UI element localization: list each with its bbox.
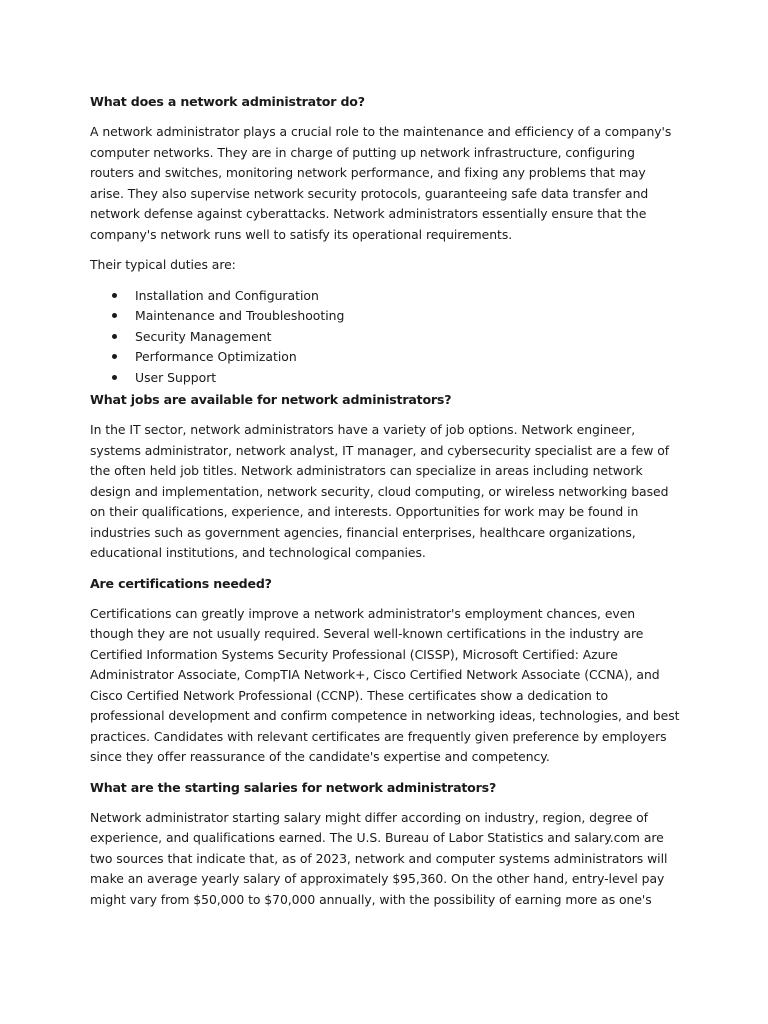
document-page [90, 92, 682, 910]
paragraph-salaries: Network administrator starting salary might differ according on industry, region, degree of experience, and qualifications earned. The U.S. Bureau of Labor Statistics and salary.com are two sources that indicate that, as of 2023, network and computer systems administrators will make an average yearly salary of approximately $95,360. On the other hand, entry-level pay might vary from $50,000 to $70,000 annually, with the possibility of earning more as one's [90, 809, 668, 907]
bullet-icon [112, 293, 117, 298]
duties-list [90, 286, 682, 389]
list-item: Performance Optimization [90, 347, 682, 368]
list-item: Security Management [90, 327, 682, 348]
section-heading-salaries: What are the starting salaries for network administrators? [90, 779, 497, 795]
list-item: Installation and Configuration [90, 286, 682, 307]
section-heading-duties: What does a network administrator do? [90, 94, 365, 109]
paragraph-duties-intro: Their typical duties are: [90, 257, 236, 272]
bullet-icon [112, 354, 117, 359]
paragraph-certifications: Certifications can greatly improve a network administrator's employment chances, even though they are not usually required. Several well-known certifications in the industry are Certified Information Systems Security Professional (CISSP), Microsoft Certified: Azure Administrator Associate, CompTIA Network+, Cisco Certified Network Associate (CCNA), and Cisco Certified Network Professional (CCNP). These certificates show a dedication to professional development and confirm competence in networking ideas, technologies, and best practices. Candidates with relevant certificates are frequently given preference by employers since they offer reassurance of the candidate's expertise and competency. [90, 605, 680, 764]
bullet-icon [112, 375, 117, 380]
section-heading-certifications: Are certifications needed? [90, 575, 272, 591]
paragraph-jobs: In the IT sector, network administrators have a variety of job options. Network engineer, systems administrator, network analyst, IT manager, and cybersecurity specialist are a few of the often held job titles. Network administrators can specialize in areas including network design and implementation, network security, cloud computing, or wireless networking based on their qualifications, experience, and interests. Opportunities for work may be found in industries such as government agencies, financial enterprises, healthcare organizations, educational institutions, and technological companies. [90, 422, 670, 560]
section-heading-jobs: What jobs are available for network administrators? [90, 392, 452, 407]
list-item: Maintenance and Troubleshooting [90, 306, 682, 327]
bullet-icon [112, 334, 117, 339]
paragraph-role: A network administrator plays a crucial role to the maintenance and efficiency of a company's computer networks. They are in charge of putting up network infrastructure, configuring routers and switches, monitoring network performance, and fixing any problems that may arise. They also supervise network security protocols, guaranteeing safe data transfer and network defense against cyberattacks. Network administrators essentially ensure that the company's network runs well to satisfy its operational requirements. [90, 124, 672, 242]
bullet-icon [112, 313, 117, 318]
list-item: User Support [90, 368, 682, 389]
